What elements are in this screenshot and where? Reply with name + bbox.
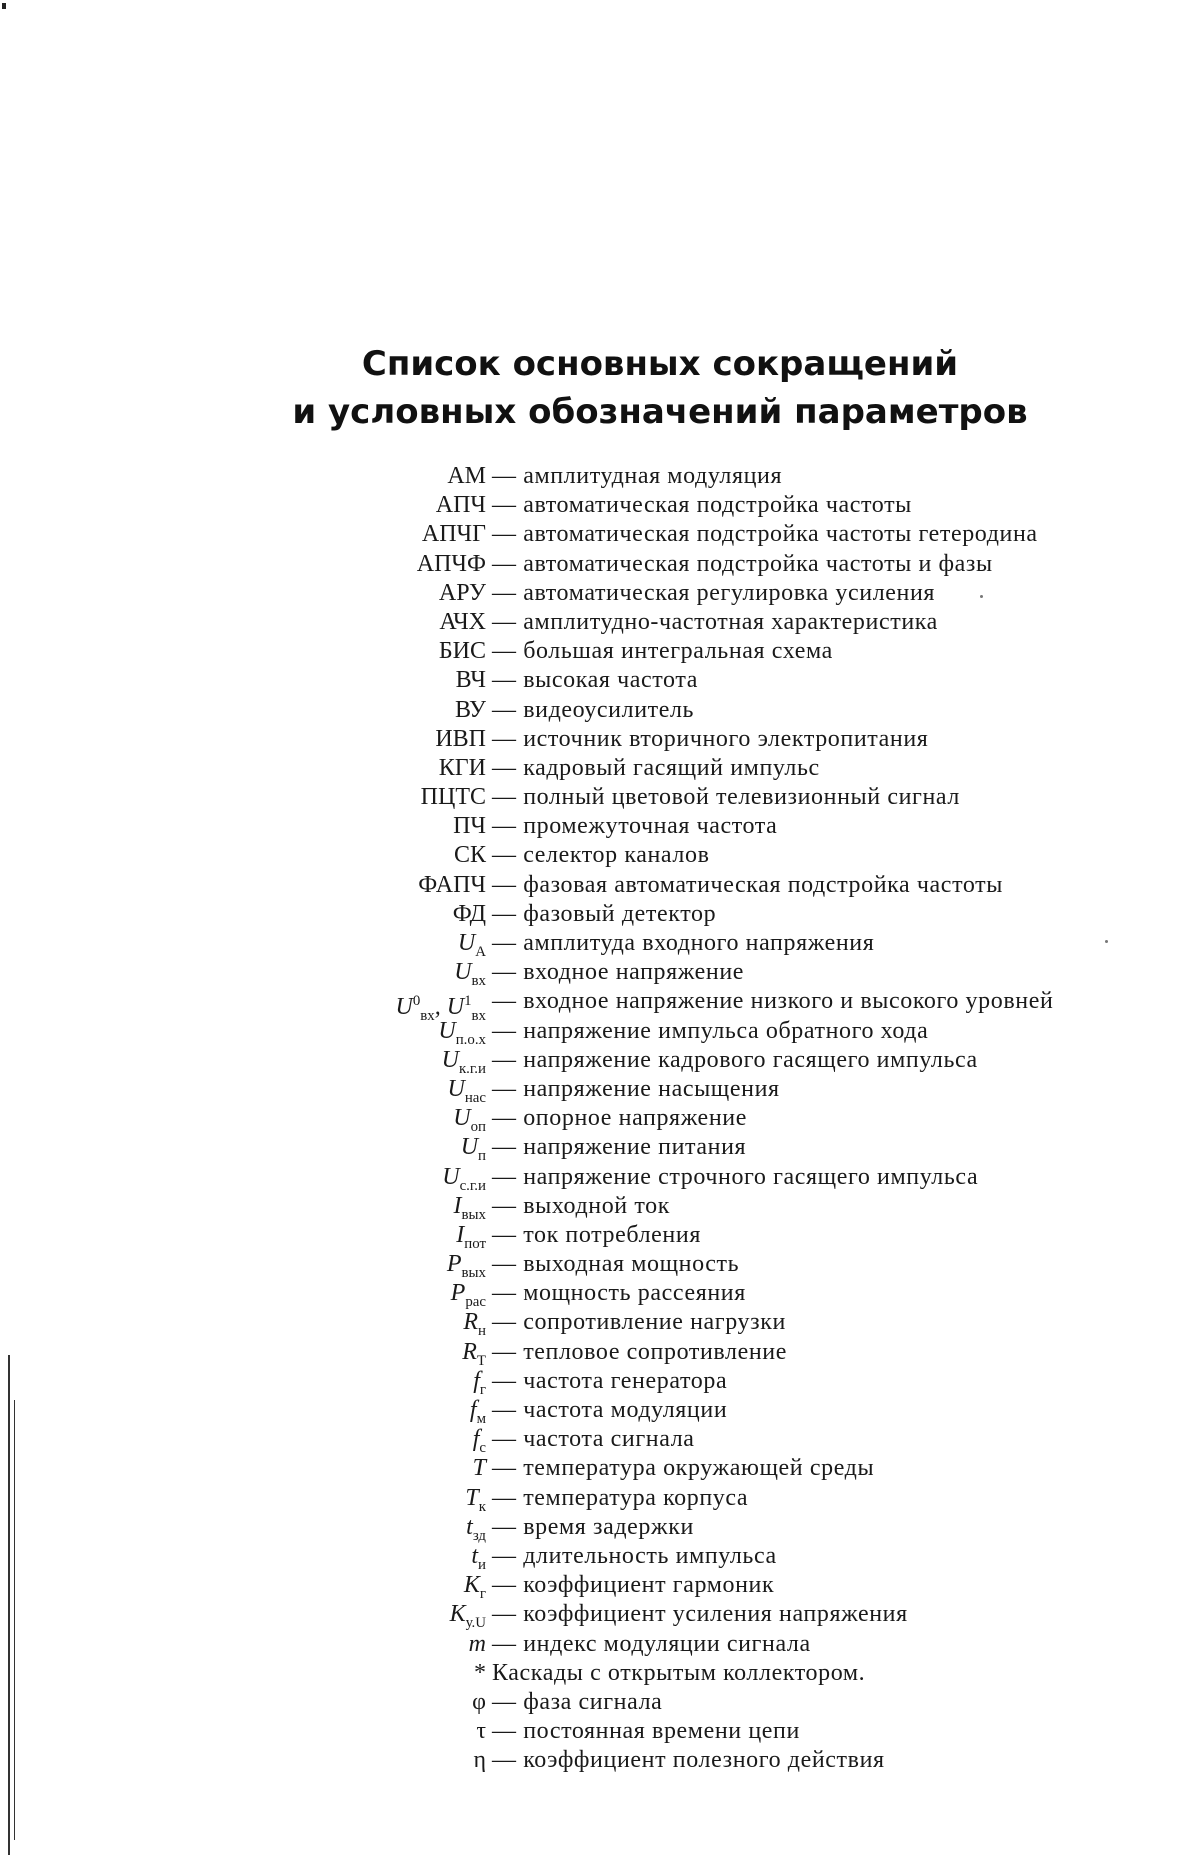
term-subscript: пот	[464, 1235, 486, 1252]
term-symbol: K	[463, 1572, 480, 1599]
list-item	[170, 1308, 1070, 1340]
definition: — видеоусилитель	[492, 696, 695, 723]
term-symbol: U	[454, 959, 472, 986]
definition: — напряжение насыщения	[492, 1075, 780, 1102]
list-item	[170, 725, 1070, 754]
term-symbol: АЧХ	[439, 608, 486, 635]
page-binding-edge	[8, 1355, 10, 1855]
definition: — высокая частота	[492, 667, 698, 694]
term-subscript: нас	[464, 1089, 486, 1106]
term-subscript: г	[479, 1381, 486, 1398]
definition: — автоматическая подстройка частоты гетеродина	[492, 521, 1038, 548]
list-item	[170, 929, 1070, 958]
definition: — источник вторичного электропитания	[492, 725, 929, 752]
term-symbol: U	[457, 930, 476, 956]
list-item	[170, 462, 1070, 491]
term-symbol: СК	[453, 842, 486, 869]
list-item	[170, 1571, 1070, 1600]
term-symbol: K	[449, 1601, 466, 1628]
term-symbol: T	[472, 1455, 486, 1482]
definition: — промежуточная частота	[492, 813, 778, 840]
term-symbol: t	[471, 1542, 479, 1569]
term-symbol: АРУ	[438, 579, 486, 606]
definition: — сопротивление нагрузки	[492, 1309, 786, 1336]
term-symbol: τ	[476, 1718, 486, 1745]
term-symbol: f	[472, 1426, 480, 1453]
definition: — полный цветовой телевизионный сигнал	[492, 784, 960, 811]
term-subscript: рас	[465, 1294, 486, 1311]
term-subscript: к	[478, 1498, 486, 1515]
definition: — амплитуда входного напряжения	[492, 930, 875, 956]
list-item	[170, 1367, 1070, 1396]
list-item	[170, 900, 1070, 929]
list-item	[170, 696, 1070, 725]
term	[439, 754, 486, 783]
list-item	[170, 1396, 1070, 1425]
definition: — частота модуляции	[492, 1397, 728, 1423]
term-symbol: f	[473, 1367, 480, 1394]
term-symbol: ПЦТС	[420, 784, 486, 811]
term-symbol: f	[469, 1397, 477, 1423]
list-item	[170, 812, 1070, 841]
term-symbol: U	[442, 1163, 460, 1190]
term-symbol: ФАПЧ	[418, 871, 486, 898]
term-symbol: P	[446, 1251, 462, 1278]
term	[453, 900, 486, 929]
definition: — селектор каналов	[492, 842, 710, 869]
definition: — ток потребления	[492, 1221, 701, 1248]
term	[418, 871, 486, 900]
list-item	[170, 1338, 1070, 1367]
term-subscript: с.г.и	[459, 1177, 486, 1194]
term	[435, 725, 486, 754]
definition: — частота генератора	[492, 1367, 728, 1394]
definition: — мощность рассеяния	[492, 1280, 746, 1307]
definition: Каскады с открытым коллектором.	[492, 1659, 866, 1686]
term-subscript: п	[478, 1148, 486, 1165]
term-subscript: T	[476, 1352, 486, 1369]
term-subscript: к.г.и	[458, 1060, 486, 1077]
term-subscript: г	[479, 1585, 486, 1602]
list-item	[170, 666, 1070, 695]
definition: — амплитудная модуляция	[492, 463, 783, 489]
term-superscript: 1	[464, 993, 472, 1010]
list-item	[170, 871, 1070, 900]
abbreviation-list	[170, 462, 1070, 1775]
list-item	[170, 1484, 1070, 1513]
term-subscript: вх	[471, 972, 486, 989]
definition: — автоматическая подстройка частоты	[492, 492, 912, 519]
term	[417, 550, 486, 579]
term-symbol: АПЧФ	[416, 550, 486, 577]
list-item	[170, 1104, 1070, 1133]
definition: — выходная мощность	[492, 1251, 740, 1278]
term	[456, 666, 486, 695]
list-item	[170, 1250, 1070, 1279]
list-item	[170, 783, 1070, 812]
term	[476, 1717, 486, 1746]
definition: — длительность импульса	[492, 1542, 777, 1569]
term-subscript: вых	[461, 1206, 486, 1223]
term	[439, 608, 486, 637]
definition: — температура корпуса	[492, 1484, 749, 1511]
list-item	[170, 1017, 1070, 1046]
definition: — напряжение импульса обратного хода	[492, 1017, 929, 1044]
term-symbol: m	[468, 1630, 486, 1657]
definition: — температура окружающей среды	[492, 1455, 875, 1482]
term	[469, 1630, 486, 1659]
list-item	[170, 1133, 1070, 1165]
term	[439, 579, 486, 608]
term-symbol: R	[463, 1309, 479, 1336]
term	[474, 1659, 486, 1688]
list-item	[170, 1279, 1070, 1311]
term-symbol: t	[466, 1513, 473, 1540]
title-line-2: и условных обозначений параметров	[292, 392, 1028, 432]
list-item	[170, 1046, 1070, 1075]
term-subscript: вх	[471, 1008, 486, 1025]
definition: — фаза сигнала	[492, 1688, 663, 1715]
scan-mark	[2, 3, 6, 9]
term-symbol: U	[460, 1134, 479, 1161]
term-symbol: R	[462, 1338, 477, 1365]
term-symbol: U	[447, 1075, 465, 1102]
list-item	[170, 754, 1070, 783]
term	[472, 1688, 486, 1717]
list-item	[170, 579, 1070, 608]
list-item	[170, 520, 1070, 549]
term	[422, 520, 486, 549]
definition: — опорное напряжение	[492, 1105, 747, 1132]
term-symbol: ФД	[452, 900, 486, 927]
term-symbol: ВЧ	[455, 667, 486, 694]
list-item	[170, 637, 1070, 666]
term-subscript: вх	[420, 1008, 435, 1025]
definition: — напряжение кадрового гасящего импульса	[492, 1046, 978, 1073]
term-symbol: *	[474, 1659, 486, 1686]
page-binding-edge	[14, 1400, 15, 1840]
term-symbol: , U	[434, 994, 465, 1021]
definition: — выходной ток	[492, 1192, 670, 1219]
term	[439, 637, 486, 666]
term-symbol: P	[450, 1280, 466, 1307]
definition: — постоянная времени цепи	[492, 1718, 800, 1745]
term	[447, 462, 486, 491]
definition: — входное напряжение низкого и высокого уровней	[492, 988, 1054, 1015]
term-subscript: оп	[470, 1118, 486, 1135]
definition: — время задержки	[492, 1513, 694, 1540]
term-symbol: U	[441, 1046, 459, 1073]
list-item	[170, 1163, 1070, 1192]
definition: — автоматическая подстройка частоты и фазы	[492, 550, 993, 577]
page-title	[260, 340, 1060, 436]
list-item	[170, 1425, 1070, 1454]
term-subscript: у.U	[465, 1615, 486, 1632]
list-item	[170, 1600, 1070, 1632]
term	[473, 1746, 486, 1775]
list-item	[170, 1630, 1070, 1659]
term-symbol: ПЧ	[453, 813, 486, 840]
list-item	[170, 1746, 1070, 1775]
definition: — напряжение строчного гасящего импульса	[492, 1163, 979, 1190]
scan-speck	[1105, 940, 1108, 943]
term-symbol: БИС	[438, 638, 486, 665]
term-subscript: м	[476, 1410, 486, 1427]
term	[454, 841, 486, 870]
term-subscript: вых	[461, 1264, 486, 1281]
list-item	[170, 958, 1070, 987]
term-symbol: ВУ	[454, 696, 486, 723]
definition: — коэффициент гармоник	[492, 1572, 775, 1599]
term	[436, 491, 486, 520]
list-item	[170, 1659, 1070, 1688]
list-item	[170, 1542, 1070, 1571]
term-symbol: АПЧ	[435, 492, 486, 519]
definition: — кадровый гасящий импульс	[492, 754, 820, 781]
list-item	[170, 550, 1070, 579]
definition: — тепловое сопротивление	[492, 1338, 787, 1365]
term-symbol: КГИ	[438, 754, 486, 781]
term	[473, 1454, 486, 1483]
term-symbol: U	[453, 1105, 471, 1132]
list-item	[170, 608, 1070, 637]
term-symbol: I	[453, 1192, 462, 1219]
term-symbol: АПЧГ	[421, 521, 486, 548]
term-symbol: φ	[472, 1688, 486, 1715]
term-subscript: п.о.х	[455, 1031, 486, 1048]
term-subscript: и	[478, 1556, 486, 1573]
list-item	[170, 1513, 1070, 1542]
term-symbol: η	[473, 1747, 486, 1774]
term-symbol: ИВП	[435, 725, 486, 752]
term-symbol: U	[395, 994, 413, 1021]
definition: — индекс модуляции сигнала	[492, 1630, 811, 1657]
definition: — фазовая автоматическая подстройка частоты	[492, 871, 1003, 898]
definition: — амплитудно-частотная характеристика	[492, 608, 938, 635]
definition: — входное напряжение	[492, 959, 745, 986]
term-superscript: 0	[412, 993, 421, 1010]
definition: — напряжение питания	[492, 1134, 747, 1161]
term-symbol: I	[456, 1221, 465, 1248]
list-item	[170, 987, 1070, 1025]
list-item	[170, 1221, 1070, 1250]
list-item	[170, 1192, 1070, 1221]
term-subscript: А	[475, 943, 486, 960]
list-item	[170, 1688, 1070, 1717]
term	[421, 783, 486, 812]
definition: — коэффициент полезного действия	[492, 1747, 885, 1774]
definition: — коэффициент усиления напряжения	[492, 1601, 908, 1628]
term-subscript: с	[479, 1439, 486, 1456]
definition: — автоматическая регулировка усиления	[492, 579, 936, 606]
list-item	[170, 1075, 1070, 1104]
term-symbol: T	[465, 1484, 479, 1511]
term	[453, 812, 486, 841]
list-item	[170, 491, 1070, 520]
term-symbol: АМ	[447, 463, 486, 489]
title-line-1: Список основных сокращений	[361, 344, 959, 384]
list-item	[170, 1454, 1070, 1483]
list-item	[170, 841, 1070, 870]
list-item	[170, 1717, 1070, 1746]
term-subscript: зд	[472, 1527, 486, 1544]
definition: — частота сигнала	[492, 1426, 695, 1453]
term	[455, 696, 486, 725]
definition: — фазовый детектор	[492, 900, 717, 927]
definition: — большая интегральная схема	[492, 638, 833, 665]
term-symbol: U	[438, 1017, 456, 1044]
term-subscript: н	[478, 1323, 486, 1340]
